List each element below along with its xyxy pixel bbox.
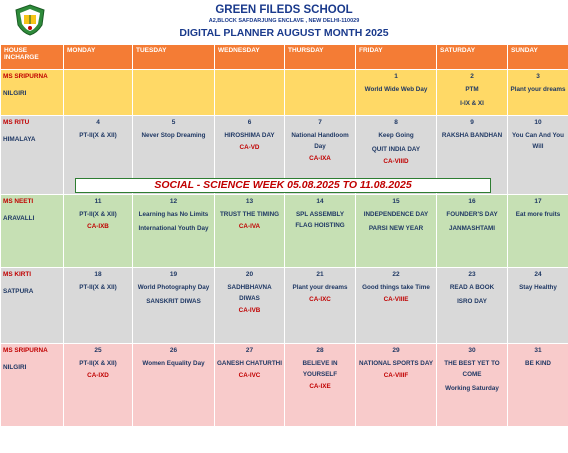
day-number: 19 xyxy=(169,271,178,278)
day-event: PT-II(X & XII) xyxy=(79,284,117,291)
day-cell-tuesday xyxy=(133,70,215,116)
class-activity: CA-VIIIF xyxy=(383,372,409,379)
school-name: GREEN FILEDS SCHOOL xyxy=(215,4,353,16)
class-activity: CA-IVA xyxy=(238,223,261,230)
class-activity: CA-IXE xyxy=(309,383,331,390)
class-activity: CA-IXC xyxy=(309,296,331,303)
day-event: NATIONAL SPORTS DAY xyxy=(358,360,434,367)
day-event: Never Stop Dreaming xyxy=(141,132,206,139)
col-saturday: SATURDAY xyxy=(437,45,508,70)
class-activity: CA-IXD xyxy=(87,372,109,379)
teacher-name: MS SRIPURNA xyxy=(3,73,48,80)
day-cell-thursday xyxy=(285,70,356,116)
house-incharge-cell xyxy=(1,344,64,427)
day-number: 3 xyxy=(536,73,540,80)
class-activity: CA-VIIIE xyxy=(383,296,409,303)
day-event: World Photography Day xyxy=(137,284,210,291)
day-event-secondary: ISRO DAY xyxy=(457,298,487,305)
col-monday: MONDAY xyxy=(64,45,133,70)
day-number: 31 xyxy=(534,347,542,354)
day-cell-wednesday xyxy=(215,70,285,116)
day-cell-friday xyxy=(356,195,437,268)
day-event: SADHBHAVNA DIWAS xyxy=(227,284,272,302)
house-name: ARAVALLI xyxy=(3,215,35,222)
teacher-name: MS NEETI xyxy=(3,198,34,205)
header-row xyxy=(1,45,568,70)
day-event: World Wide Web Day xyxy=(364,86,428,93)
day-number: 7 xyxy=(318,119,322,126)
day-number: 22 xyxy=(392,271,400,278)
day-cell-sunday xyxy=(508,70,568,116)
day-number: 10 xyxy=(534,119,542,126)
day-number: 26 xyxy=(169,347,178,354)
day-cell-saturday xyxy=(437,268,508,344)
day-number: 16 xyxy=(468,198,476,205)
class-activity: CA-IXA xyxy=(309,155,331,162)
day-number: 21 xyxy=(316,271,324,278)
day-number: 23 xyxy=(468,271,476,278)
col-wednesday: WEDNESDAY xyxy=(215,45,285,70)
class-activity: CA-IVB xyxy=(238,307,261,314)
day-cell-thursday xyxy=(285,268,356,344)
week-row xyxy=(1,70,568,116)
day-event: READ A BOOK xyxy=(449,284,495,291)
day-number: 13 xyxy=(245,198,254,205)
day-cell-sunday xyxy=(508,116,568,195)
day-cell-thursday xyxy=(285,195,356,268)
day-event: PT-II(X & XII) xyxy=(79,360,117,367)
day-cell-friday xyxy=(356,344,437,427)
day-number: 8 xyxy=(394,119,398,126)
house-incharge-cell xyxy=(1,268,64,344)
day-cell-sunday xyxy=(508,344,568,427)
day-number: 5 xyxy=(171,119,176,126)
day-number: 4 xyxy=(96,119,100,126)
day-number: 2 xyxy=(470,73,474,80)
day-cell-saturday xyxy=(437,195,508,268)
day-cell-thursday xyxy=(285,344,356,427)
planner-header xyxy=(0,0,568,44)
class-activity: CA-VD xyxy=(239,144,260,151)
day-event: HIROSHIMA DAY xyxy=(224,132,275,139)
day-cell-tuesday xyxy=(133,195,215,268)
day-cell-monday xyxy=(64,70,133,116)
day-cell-wednesday xyxy=(215,195,285,268)
col-sunday: SUNDAY xyxy=(508,45,568,70)
day-event: PTM xyxy=(465,86,479,93)
week-row xyxy=(1,344,568,427)
col-tuesday: TUESDAY xyxy=(133,45,215,70)
day-cell-monday xyxy=(64,268,133,344)
social-science-week-banner: SOCIAL - SCIENCE WEEK 05.08.2025 TO 11.08.2025 xyxy=(75,178,491,193)
day-cell-tuesday xyxy=(133,268,215,344)
day-event-secondary: JANMASHTAMI xyxy=(448,225,496,232)
day-event: Stay Healthy xyxy=(519,284,557,291)
day-number: 6 xyxy=(247,119,252,126)
week-row xyxy=(1,195,568,268)
day-event: BE KIND xyxy=(525,360,551,367)
day-event: PT-II(X & XII) xyxy=(79,211,117,218)
planner-title: DIGITAL PLANNER AUGUST MONTH 2025 xyxy=(179,27,389,39)
day-event: National Handloom Day xyxy=(291,132,349,150)
day-event: Keep Going xyxy=(378,132,414,139)
day-cell-saturday xyxy=(437,344,508,427)
day-number: 9 xyxy=(470,119,474,126)
day-event: INDEPENDENCE DAY xyxy=(363,211,429,218)
day-event: GANESH CHATURTHI xyxy=(217,360,282,367)
day-event: Eat more fruits xyxy=(515,211,561,218)
day-event: TRUST THE TIMING xyxy=(219,211,280,218)
house-incharge-cell xyxy=(1,70,64,116)
day-event: Women Equality Day xyxy=(142,360,205,367)
school-address: A2,BLOCK SAFDARJUNG ENCLAVE , NEW DELHI-110029 xyxy=(208,18,360,24)
day-number: 30 xyxy=(468,347,476,354)
day-event: You Can And You Will xyxy=(512,132,564,150)
house-incharge-cell xyxy=(1,116,64,195)
day-number: 1 xyxy=(394,73,398,80)
house-name: HIMALAYA xyxy=(3,136,36,143)
day-event-secondary: PARSI NEW YEAR xyxy=(368,225,424,232)
day-event: RAKSHA BANDHAN xyxy=(441,132,503,139)
day-cell-friday xyxy=(356,70,437,116)
day-event-secondary: I-IX & XI xyxy=(460,100,484,107)
day-number: 12 xyxy=(169,198,178,205)
class-activity: CA-IXB xyxy=(87,223,109,230)
day-number: 25 xyxy=(94,347,102,354)
day-number: 29 xyxy=(392,347,400,354)
day-event: Plant your dreams xyxy=(292,284,348,291)
class-activity: CA-IVC xyxy=(238,372,261,379)
day-number: 28 xyxy=(316,347,324,354)
day-event: Plant your dreams xyxy=(510,86,566,93)
teacher-name: MS RITU xyxy=(3,119,30,126)
day-event: SPL ASSEMBLY FLAG HOISTING xyxy=(295,211,345,229)
week-row xyxy=(1,268,568,344)
day-event: BELIEVE IN YOURSELF xyxy=(302,360,338,378)
day-event-secondary: Working Saturday xyxy=(445,385,499,392)
day-event-secondary: SANSKRIT DIWAS xyxy=(146,298,201,305)
day-number: 20 xyxy=(245,271,254,278)
teacher-name: MS KIRTI xyxy=(3,271,32,278)
day-number: 11 xyxy=(94,198,102,205)
day-cell-sunday xyxy=(508,195,568,268)
class-activity: CA-VIIID xyxy=(383,158,409,165)
day-number: 27 xyxy=(245,347,254,354)
day-event: FOUNDER'S DAY xyxy=(446,211,498,218)
day-cell-tuesday xyxy=(133,344,215,427)
day-number: 15 xyxy=(392,198,400,205)
day-cell-monday xyxy=(64,195,133,268)
day-event: PT-II(X & XII) xyxy=(79,132,117,139)
day-cell-saturday xyxy=(437,70,508,116)
col-friday: FRIDAY xyxy=(356,45,437,70)
house-incharge-cell xyxy=(1,195,64,268)
day-cell-sunday xyxy=(508,268,568,344)
house-name: NILGIRI xyxy=(3,90,27,97)
teacher-name: MS SRIPURNA xyxy=(3,347,48,354)
planner-grid xyxy=(0,44,568,427)
day-event-secondary: International Youth Day xyxy=(138,225,209,232)
day-event-secondary: QUIT INDIA DAY xyxy=(371,146,421,153)
day-number: 14 xyxy=(316,198,324,205)
house-name: NILGIRI xyxy=(3,364,27,371)
day-cell-wednesday xyxy=(215,268,285,344)
day-event: Good things take Time xyxy=(362,284,430,291)
day-number: 17 xyxy=(534,198,542,205)
day-number: 24 xyxy=(534,271,542,278)
day-event: Learning has No Limits xyxy=(138,211,209,218)
day-cell-wednesday xyxy=(215,344,285,427)
col-house-incharge: HOUSE INCHARGE xyxy=(1,45,64,70)
day-event: THE BEST YET TO COME xyxy=(444,360,500,378)
day-cell-monday xyxy=(64,344,133,427)
house-name: SATPURA xyxy=(3,288,34,295)
day-number: 18 xyxy=(94,271,102,278)
col-thursday: THURSDAY xyxy=(285,45,356,70)
day-cell-friday xyxy=(356,268,437,344)
